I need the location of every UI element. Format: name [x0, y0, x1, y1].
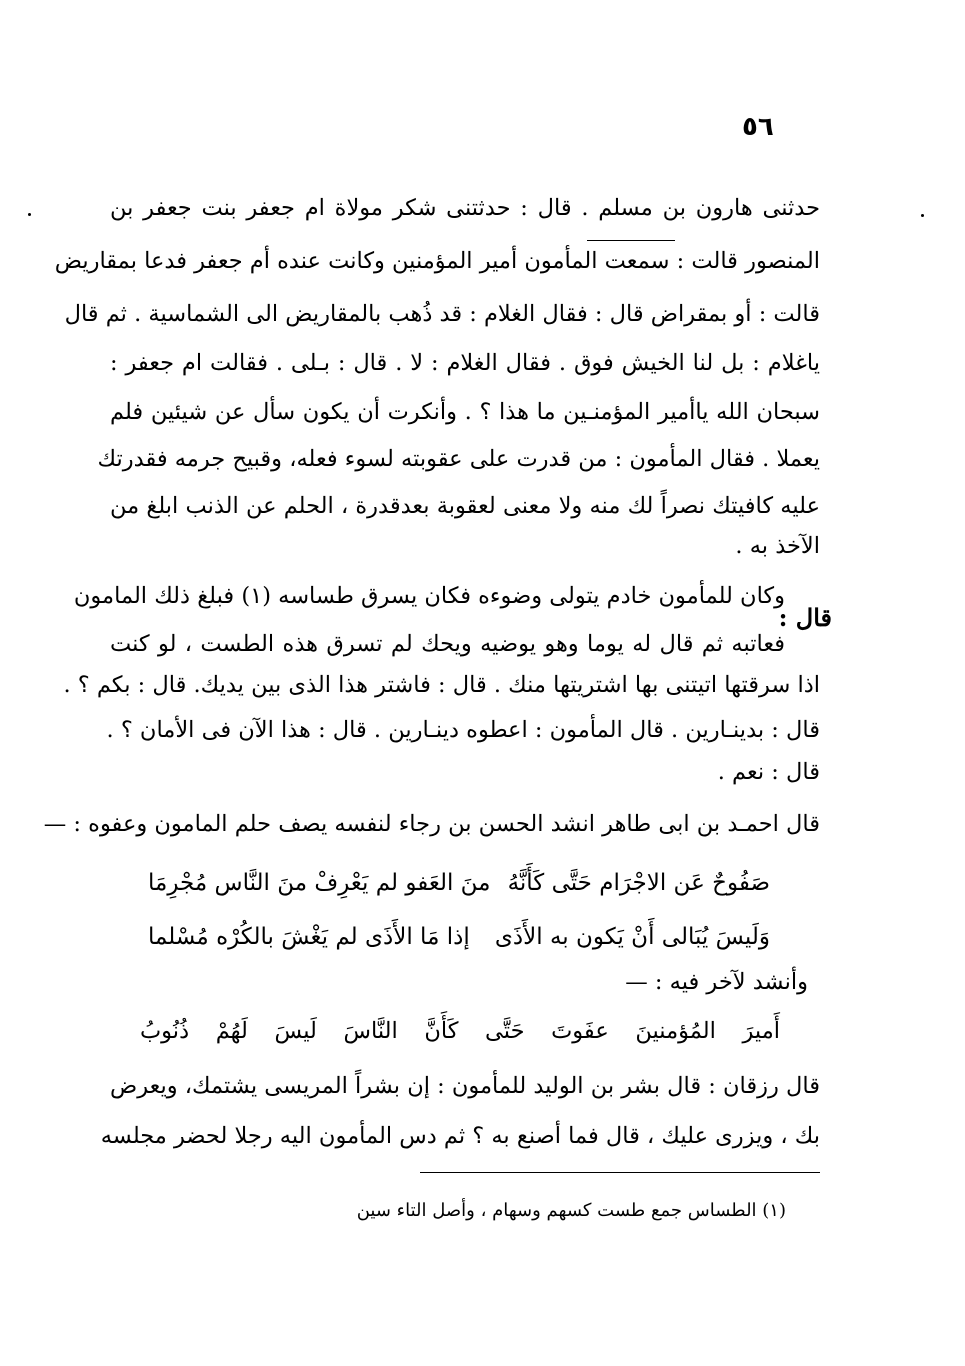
text-line: وكان للمأمون خادم يتولى وضوءه فكان يسرق طساسه (١) فبلغ ذلك المامون [73, 583, 785, 609]
text-line: قال : نعم . [717, 759, 820, 785]
text-line: فعاتبه ثم قال له يوما وهو يوضيه ويحك لم تسرق هذه الطست ، لو كنت [110, 631, 785, 657]
verse-first-half: وَلَيسَ يُبَالى أَنْ يَكون به الأَذَى [494, 924, 770, 950]
text-line: بك ، ويزرى عليك ، قال فما أصنع به ؟ ثم دس المأمون اليه رجلا لحضر مجلسه [100, 1123, 820, 1149]
verse-first-half: صَفُوحٌ عَن الاجْرَام حَتَّى كَأَنَّهُ [507, 870, 770, 896]
text-line: قال احمـد بن ابى طاهر انشد الحسن بن رجاء لنفسه يصف حلم المامون وعفوه : — [43, 811, 820, 837]
text-line: عليه كافيتك نصراً لك منه ولا معنى لعقوبة بعدقدرة ، الحلم عن الذنب ابلغ من [110, 493, 820, 519]
text-line: قال : بدينـارين . قال المأمون : اعطوه دينـارين . قال : هذا الآن فى الأمان ؟ . [106, 717, 820, 743]
text-line: وأنشد لآخر فيه : — [625, 969, 808, 995]
text-line: اذا سرقتها اتيتنى بها اشتريتها منك . قال : فاشتر هذا الذى بين يديك. قال : بكم ؟ . [63, 672, 820, 698]
text-line: قالت : أو بمقراض قال : فقال الغلام : قد ذُهب بالمقاريض الى الشماسية . ثم قال [64, 301, 820, 327]
text-line: يعملا . فقال المأمون : من قدرت على عقوبته لسوء فعله، وقبيح جرمه فقدرتك [97, 446, 820, 472]
margin-dot [921, 214, 924, 217]
text-line: ياغلام : بل لنا الخيش فوق . فقال الغلام : لا . قال : بـلى . فقالت ام جعفر : [110, 350, 820, 376]
footnote-rule [420, 1172, 820, 1173]
text-line: الآخذ به . [735, 533, 820, 559]
text-line: المنصور قالت : سمعت المأمون أمير المؤمنين وكانت عنده أم جعفر فدعا بمقاريض [54, 248, 820, 274]
verse-line: أَميرَ المُؤمنينَ عفَوتَ حَتَّى كَأَنَّ النَّاسَ لَيسَ لَهُمْ ذُنُوبُ [140, 1018, 780, 1044]
text-line: قال رزقان : قال بشر بن الوليد للمأمون : إن بشراً المريسى يشتمك، ويعرض [110, 1073, 820, 1099]
footnote: (١) الطساس جمع طست كسهم وسهام ، وأصل التاء سين [356, 1200, 786, 1221]
text-line: سبحان الله ياأمير المؤمنـين ما هذا ؟ . وأنكرت أن يكون سأل عن شيئين فلم [110, 399, 820, 425]
verse-second-half: منَ العَفو لم يَعْرِفْ منَ النَّاس مُجْرِمَا [148, 870, 491, 896]
underline-mark [587, 240, 675, 241]
side-label: قال : [778, 603, 832, 632]
verse-second-half: إذا مَا الأَذَى لم يَغْشَ بالكُرْه مُسْلما [148, 924, 470, 950]
page-number: ٥٦ [742, 112, 774, 142]
text-line: حدثنى هارون بن مسلم . قال : حدثتنى شكر مولاة ام جعفر بنت جعفر بن [110, 195, 820, 221]
margin-dot [28, 213, 31, 216]
